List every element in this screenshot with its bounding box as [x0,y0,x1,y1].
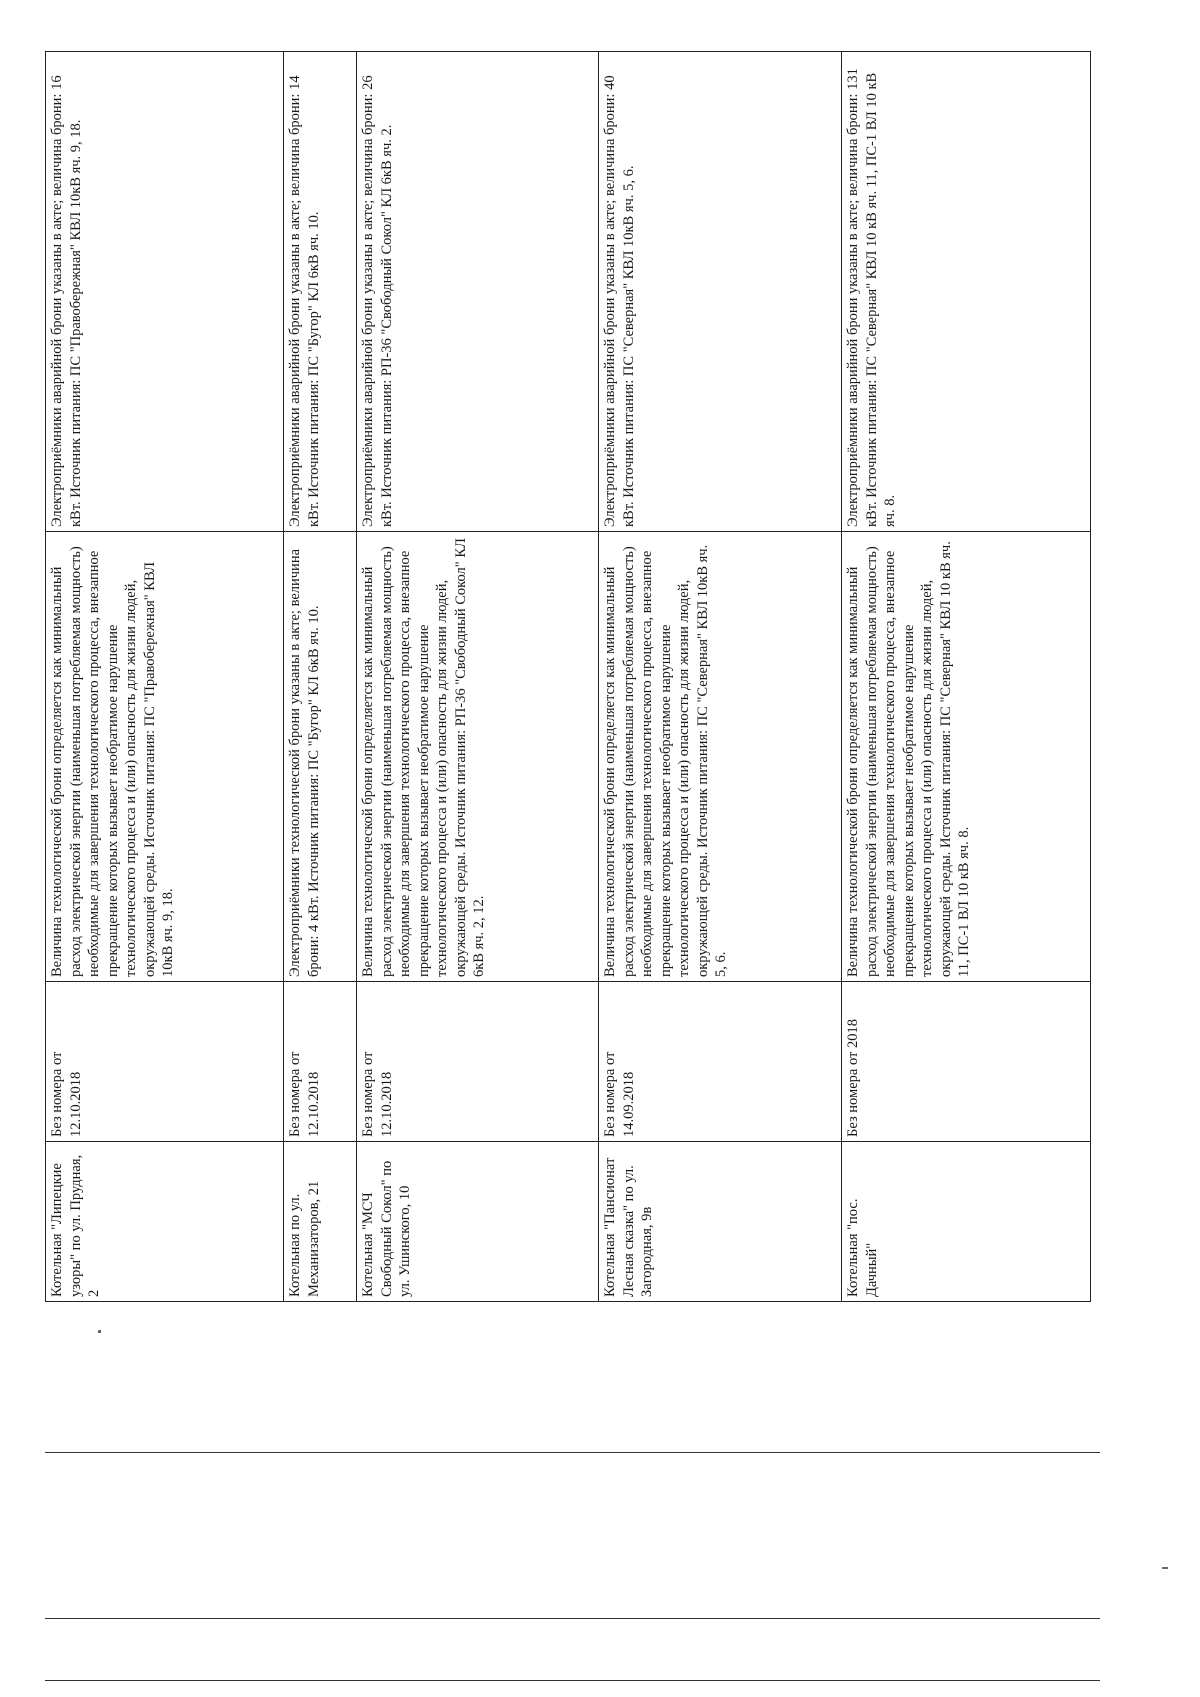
ruled-line [45,1618,1100,1619]
emergency-reserve-cell: Электроприёмники аварийной брони указаны в акте; величина брони: 14 кВт. Источник питания: ПС "Бугор" КЛ 6кВ яч. 10. [284,52,357,532]
tech-reserve-cell: Электроприёмники технологической брони указаны в акте; величина брони: 4 кВт. Источник питания: ПС "Бугор" КЛ 6кВ яч. 10. [284,532,357,982]
act-cell: Без номера от 14.09.2018 [599,982,842,1142]
table-row [599,52,842,1302]
object-cell: Котельная "Пансионат Лесная сказка" по ул. Загородная, 9в [599,1142,842,1302]
emergency-reserve-cell: Электроприёмники аварийной брони указаны в акте; величина брони: 131 кВт. Источник питания: ПС "Северная" КВЛ 10 кВ яч. 11, ПС-1 ВЛ 10 кВ яч. 8. [842,52,1091,532]
act-cell: Без номера от 12.10.2018 [46,982,284,1142]
object-cell: Котельная "Липецкие узоры" по ул. Прудная, 2 [46,1142,284,1302]
object-cell: Котельная по ул. Механизаторов, 21 [284,1142,357,1302]
table-row [842,52,1091,1302]
act-cell: Без номера от 12.10.2018 [357,982,599,1142]
ruled-line [45,1452,1100,1453]
tech-reserve-cell: Величина технологической брони определяется как минимальный расход электрической энергии (наименьшая потребляемая мощность) необходимые для завершения технологического процесса, внезапное прекращение которых вызывает необратимое нарушение технологического процесса и (или) опасность для жизни людей, окружающей среды. Источник питания: ПС "Северная" КВЛ 10кВ яч. 5, 6. [599,532,842,982]
rotated-table-wrapper [45,52,1090,1302]
scan-artifact [98,1330,101,1333]
ruled-line [45,1680,1100,1681]
tech-reserve-cell: Величина технологической брони определяется как минимальный расход электрической энергии (наименьшая потребляемая мощность) необходимые для завершения технологического процесса, внезапное прекращение которых вызывает необратимое нарушение технологического процесса и (или) опасность для жизни людей, окружающей среды. Источник питания: ПС "Северная" КВЛ 10 кВ яч. 11, ПС-1 ВЛ 10 кВ яч. 8. [842,532,1091,982]
tech-reserve-cell: Величина технологической брони определяется как минимальный расход электрической энергии (наименьшая потребляемая мощность) необходимые для завершения технологического процесса, внезапное прекращение которых вызывает необратимое нарушение технологического процесса и (или) опасность для жизни людей, окружающей среды. Источник питания: РП-36 "Свободный Сокол" КЛ 6кВ яч. 2, 12. [357,532,599,982]
object-cell: Котельная "МСЧ Свободный Сокол" по ул. Ушинского, 10 [357,1142,599,1302]
table-row [357,52,599,1302]
tech-reserve-cell: Величина технологической брони определяется как минимальный расход электрической энергии (наименьшая потребляемая мощность) необходимые для завершения технологического процесса, внезапное прекращение которых вызывает необратимое нарушение технологического процесса и (или) опасность для жизни людей, окружающей среды. Источник питания: ПС "Правобережная" КВЛ 10кВ яч. 9, 18. [46,532,284,982]
reserve-table [45,51,1091,1302]
table-row [284,52,357,1302]
emergency-reserve-cell: Электроприёмники аварийной брони указаны в акте; величина брони: 16 кВт. Источник питания: ПС "Правобережная" КВЛ 10кВ яч. 9, 18. [46,52,284,532]
emergency-reserve-cell: Электроприёмники аварийной брони указаны в акте; величина брони: 40 кВт. Источник питания: ПС "Северная" КВЛ 10кВ яч. 5, 6. [599,52,842,532]
act-cell: Без номера от 2018 [842,982,1091,1142]
object-cell: Котельная "пос. Дачный" [842,1142,1091,1302]
scan-artifact [1162,1567,1168,1569]
table-row [46,52,284,1302]
emergency-reserve-cell: Электроприёмники аварийной брони указаны в акте; величина брони: 26 кВт. Источник питания: РП-36 "Свободный Сокол" КЛ 6кВ яч. 2. [357,52,599,532]
act-cell: Без номера от 12.10.2018 [284,982,357,1142]
